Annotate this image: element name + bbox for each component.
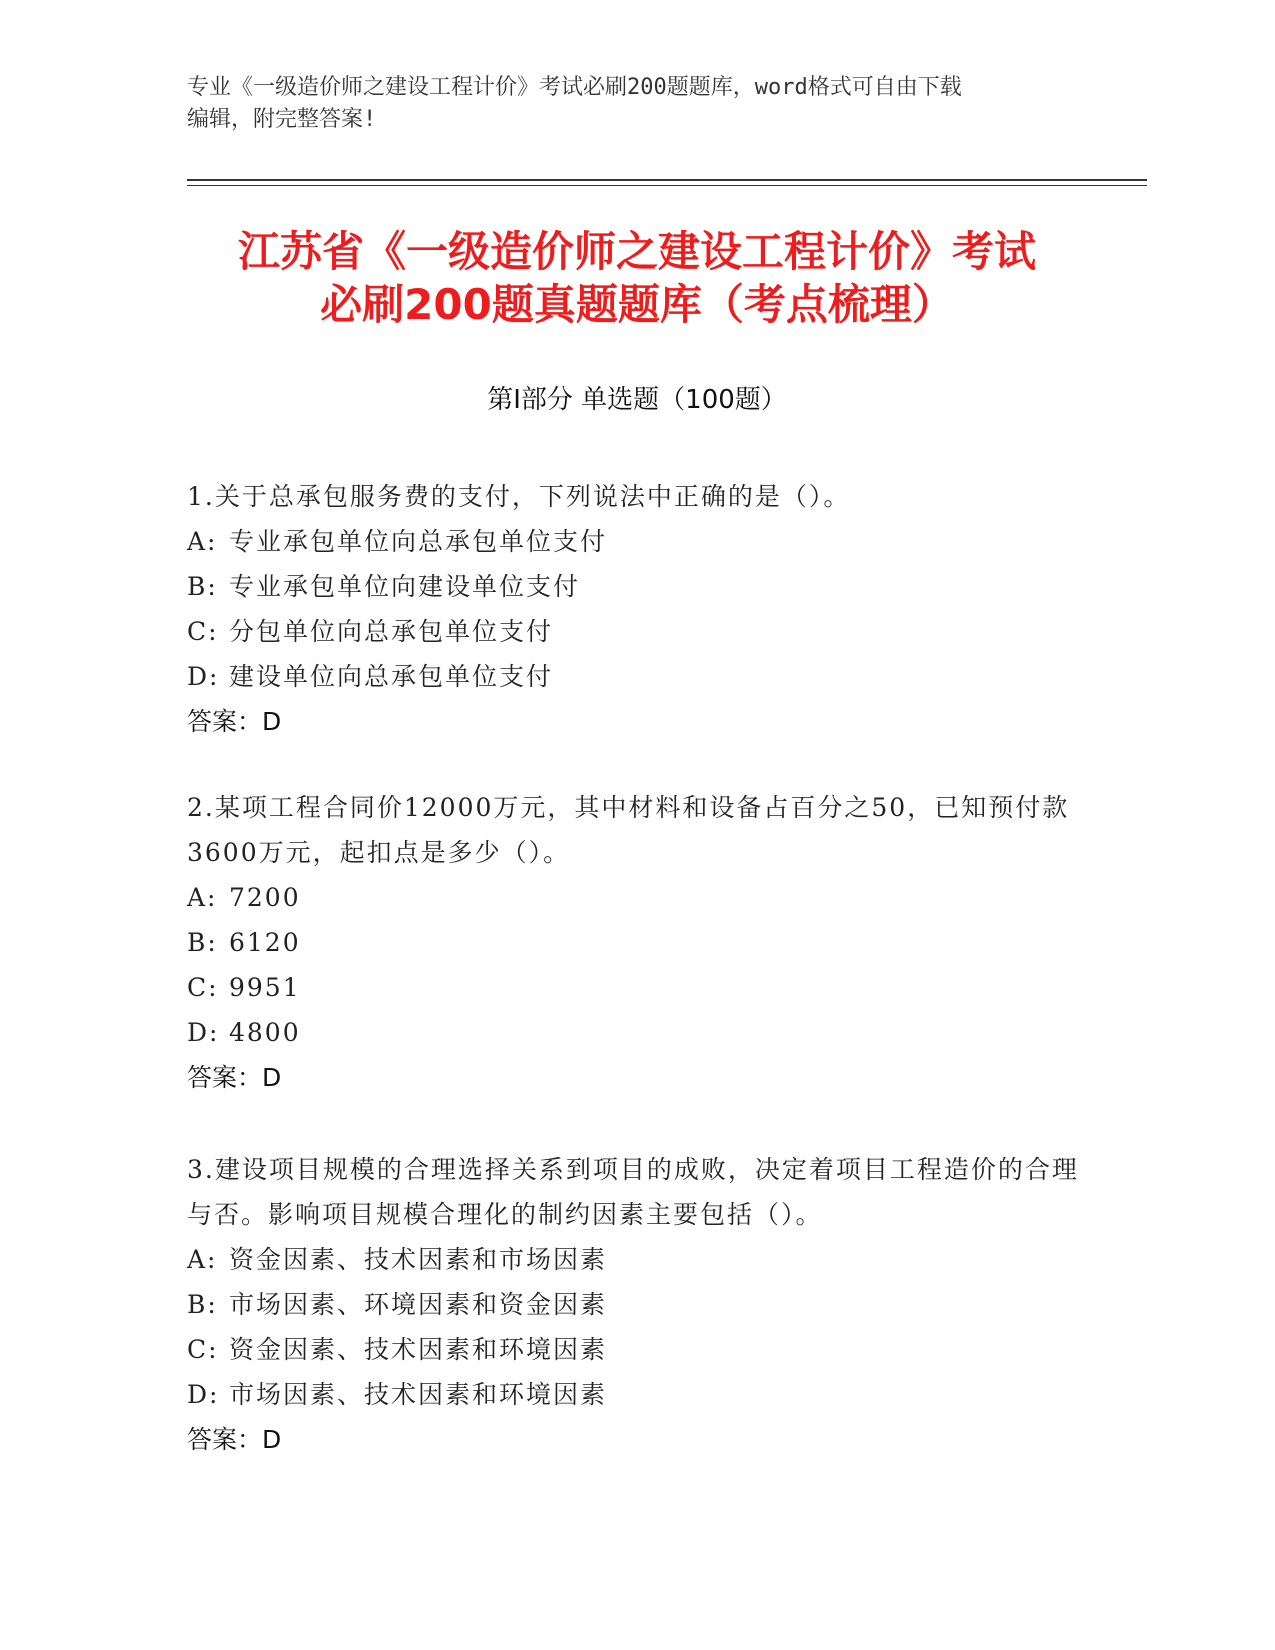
header-divider-thick <box>187 179 1147 181</box>
header-divider-thin <box>187 185 1147 186</box>
option-key: B: <box>187 572 218 601</box>
option-d <box>187 654 1087 699</box>
option-key: C: <box>187 973 219 1002</box>
option-b <box>187 920 1087 965</box>
option-text: 专业承包单位向总承包单位支付 <box>229 527 608 556</box>
question-3 <box>187 1147 1087 1462</box>
question-2 <box>187 785 1087 1100</box>
option-text: 市场因素、技术因素和环境因素 <box>229 1380 608 1409</box>
option-a <box>187 875 1087 920</box>
option-b <box>187 564 1087 609</box>
option-d <box>187 1372 1087 1417</box>
question-stem: 3.建设项目规模的合理选择关系到项目的成败，决定着项目工程造价的合理与否。影响项目规模合理化的制约因素主要包括（）。 <box>187 1155 1079 1229</box>
option-key: A: <box>187 1245 218 1274</box>
section-title: 第Ⅰ部分 单选题（100题） <box>487 385 787 415</box>
question-stem: 2.某项工程合同价12000万元，其中材料和设备占百分之50，已知预付款3600万元，起扣点是多少（）。 <box>187 793 1070 867</box>
option-text: 资金因素、技术因素和环境因素 <box>229 1335 608 1364</box>
option-text: 专业承包单位向建设单位支付 <box>229 572 581 601</box>
option-text: 7200 <box>229 883 301 912</box>
option-c <box>187 965 1087 1010</box>
option-key: B: <box>187 928 218 957</box>
option-d <box>187 1010 1087 1055</box>
option-key: A: <box>187 527 218 556</box>
document-title-line-1: 江苏省《一级造价师之建设工程计价》考试 <box>237 227 1036 276</box>
header-note-line-1: 专业《一级造价师之建设工程计价》考试必刷200题题库，word格式可自由下载 <box>187 75 962 100</box>
option-a <box>187 1237 1087 1282</box>
option-key: C: <box>187 1335 219 1364</box>
answer-line: 答案：D <box>187 1063 282 1092</box>
answer-line: 答案：D <box>187 707 282 736</box>
option-text: 4800 <box>229 1018 301 1047</box>
option-key: D: <box>187 1380 220 1409</box>
document-title <box>137 225 1137 331</box>
option-text: 市场因素、环境因素和资金因素 <box>229 1290 608 1319</box>
option-key: C: <box>187 617 219 646</box>
answer-line: 答案：D <box>187 1425 282 1454</box>
option-c <box>187 609 1087 654</box>
option-text: 建设单位向总承包单位支付 <box>229 662 554 691</box>
header-note-line-2: 编辑，附完整答案! <box>187 107 377 132</box>
option-b <box>187 1282 1087 1327</box>
option-text: 分包单位向总承包单位支付 <box>229 617 554 646</box>
option-c <box>187 1327 1087 1372</box>
option-text: 6120 <box>229 928 301 957</box>
option-key: D: <box>187 1018 220 1047</box>
question-1 <box>187 474 1087 744</box>
option-key: B: <box>187 1290 218 1319</box>
option-key: D: <box>187 662 220 691</box>
option-text: 9951 <box>229 973 301 1002</box>
option-key: A: <box>187 883 218 912</box>
header-note <box>187 72 1087 136</box>
option-text: 资金因素、技术因素和市场因素 <box>229 1245 608 1274</box>
option-a <box>187 519 1087 564</box>
question-stem: 1.关于总承包服务费的支付，下列说法中正确的是（）。 <box>187 482 851 511</box>
document-title-line-2: 必刷200题真题题库（考点梳理） <box>320 280 954 329</box>
